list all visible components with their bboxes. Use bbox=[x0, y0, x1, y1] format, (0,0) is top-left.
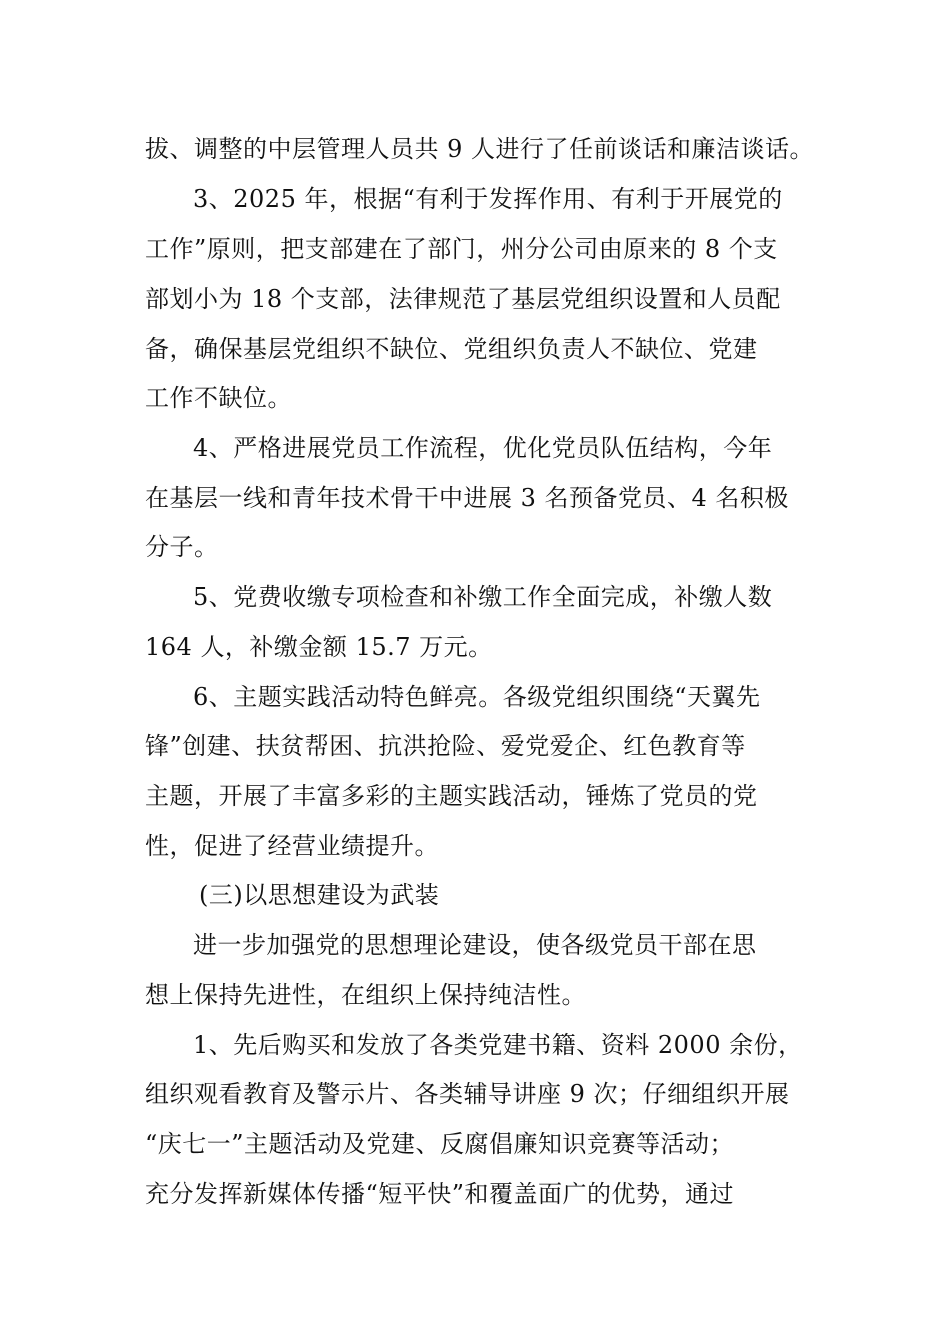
text-line: 锋”创建、扶贫帮困、抗洪抢险、爱党爱企、红色教育等 bbox=[145, 732, 746, 760]
text-line: 想上保持先进性，在组织上保持纯洁性。 bbox=[145, 981, 586, 1009]
text-line: 6、主题实践活动特色鲜亮。各级党组织围绕“天翼先 bbox=[193, 683, 761, 711]
text-line: 拔、调整的中层管理人员共 9 人进行了任前谈话和廉洁谈话。 bbox=[145, 135, 815, 163]
text-line: 工作”原则，把支部建在了部门，州分公司由原来的 8 个支 bbox=[145, 235, 778, 263]
text-line: 1、先后购买和发放了各类党建书籍、资料 2000 余份， bbox=[193, 1031, 803, 1059]
text-line: 组织观看教育及警示片、各类辅导讲座 9 次；仔细组织开展 bbox=[145, 1080, 790, 1108]
text-line: 5、党费收缴专项检查和补缴工作全面完成，补缴人数 bbox=[193, 583, 773, 611]
text-line: 备，确保基层党组织不缺位、党组织负责人不缺位、党建 bbox=[145, 335, 758, 363]
text-line: 4、严格进展党员工作流程，优化党员队伍结构，今年 bbox=[193, 434, 773, 462]
text-line: 分子。 bbox=[145, 533, 219, 561]
text-line: 164 人，补缴金额 15.7 万元。 bbox=[145, 633, 493, 661]
section-heading: (三)以思想建设为武装 bbox=[199, 881, 440, 909]
text-line: 性，促进了经营业绩提升。 bbox=[145, 832, 439, 860]
text-line: 主题，开展了丰富多彩的主题实践活动，锤炼了党员的党 bbox=[145, 782, 758, 810]
text-line: “庆七一”主题活动及党建、反腐倡廉知识竞赛等活动； bbox=[145, 1130, 735, 1158]
text-line: 进一步加强党的思想理论建设，使各级党员干部在思 bbox=[193, 931, 757, 959]
text-line: 工作不缺位。 bbox=[145, 384, 292, 412]
text-line: 充分发挥新媒体传播“短平快”和覆盖面广的优势，通过 bbox=[145, 1180, 735, 1208]
text-line: 部划小为 18 个支部，法律规范了基层党组织设置和人员配 bbox=[145, 285, 781, 313]
text-line: 在基层一线和青年技术骨干中进展 3 名预备党员、4 名积极 bbox=[145, 484, 789, 512]
text-line: 3、2025 年，根据“有利于发挥作用、有利于开展党的 bbox=[193, 185, 783, 213]
